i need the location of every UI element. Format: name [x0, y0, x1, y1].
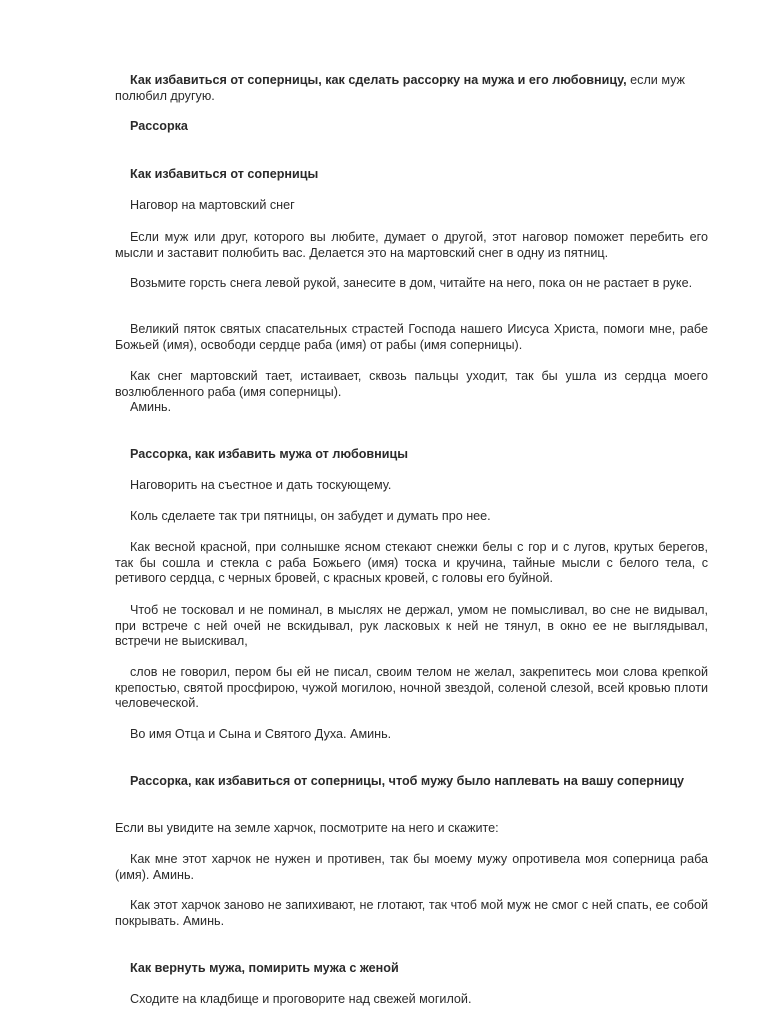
- paragraph-words: слов не говорил, пером бы ей не писал, своим телом не желал, закрепитесь мои слова крепкой крепостью, святой просфирою, чужой могилою, ночной звездой, соленой слезой, всей кровью плоти человеческой.: [115, 665, 708, 711]
- march-snow-text: Как снег мартовский тает, истаивает, сквозь пальцы уходит, так бы ушла из сердца моего возлюбленного раба (имя соперницы).: [115, 369, 708, 399]
- paragraph-spring: Как весной красной, при солнышке ясном стекают снежки белы с гор и с лугов, крутых берегов, так бы сошла и стекла с раба Божьего (имя) тоска и кручина, тайные мысли с белого тела, с ретивого сердца, с черных бровей, с красных кровей, с головы его буйной.: [115, 540, 708, 586]
- paragraph-in-name: Во имя Отца и Сына и Святого Духа. Аминь.: [130, 727, 392, 741]
- paragraph-great-five: Великий пяток святых спасательных страстей Господа нашего Иисуса Христа, помоги мне, рабе Божьей (имя), освободи сердце раба (имя) от рабы (имя соперницы).: [115, 322, 708, 352]
- heading-rassorka: Рассорка: [130, 119, 188, 133]
- paragraph-cemetery: Сходите на кладбище и проговорите над свежей могилой.: [130, 992, 472, 1006]
- paragraph-not-swallow: Как этот харчок заново не запихивают, не глотают, так чтоб мой муж не смог с ней спать, ее собой покрывать. Аминь.: [115, 898, 708, 928]
- heading-get-rid-of-rival: Как избавиться от соперницы: [130, 167, 319, 181]
- paragraph-march-snow: [115, 369, 708, 416]
- paragraph-spit: Если вы увидите на земле харчок, посмотрите на него и скажите:: [115, 821, 499, 835]
- intro-paragraph: [115, 73, 708, 104]
- paragraph-three-fridays: Коль сделаете так три пятницы, он забудет и думать про нее.: [130, 509, 491, 523]
- intro-rest: если муж полюбил другую.: [115, 73, 685, 103]
- heading-return-husband: Как вернуть мужа, помирить мужа с женой: [130, 961, 399, 975]
- paragraph-if-husband: Если муж или друг, которого вы любите, думает о другой, этот наговор поможет перебить его мысли и заставит полюбить вас. Делается это на мартовский снег в одну из пятниц.: [115, 230, 708, 260]
- paragraph-disgusting: Как мне этот харчок не нужен и противен, так бы моему мужу опротивела моя соперница раба (имя). Аминь.: [115, 852, 708, 882]
- paragraph-snow-spell-title: Наговор на мартовский снег: [130, 198, 295, 212]
- intro-bold: Как избавиться от соперницы, как сделать рассорку на мужа и его любовницу,: [130, 73, 627, 87]
- amen-text: Аминь.: [130, 400, 172, 415]
- paragraph-not-miss: Чтоб не тосковал и не поминал, в мыслях не держал, умом не помысливал, во сне не видывал, при встрече с ней очей не вскидывал, рук ласковых к ней не тянул, в окно ее не выглядывал, встречи не выискивал,: [115, 603, 708, 649]
- paragraph-food: Наговорить на съестное и дать тоскующему.: [130, 478, 392, 492]
- heading-rival-spit: Рассорка, как избавиться от соперницы, чтоб мужу было наплевать на вашу соперницу: [130, 774, 685, 788]
- heading-rid-husband-of-lover: Рассорка, как избавить мужа от любовницы: [130, 447, 408, 461]
- paragraph-take-snow: Возьмите горсть снега левой рукой, занесите в дом, читайте на него, пока он не растает в руке.: [130, 276, 693, 290]
